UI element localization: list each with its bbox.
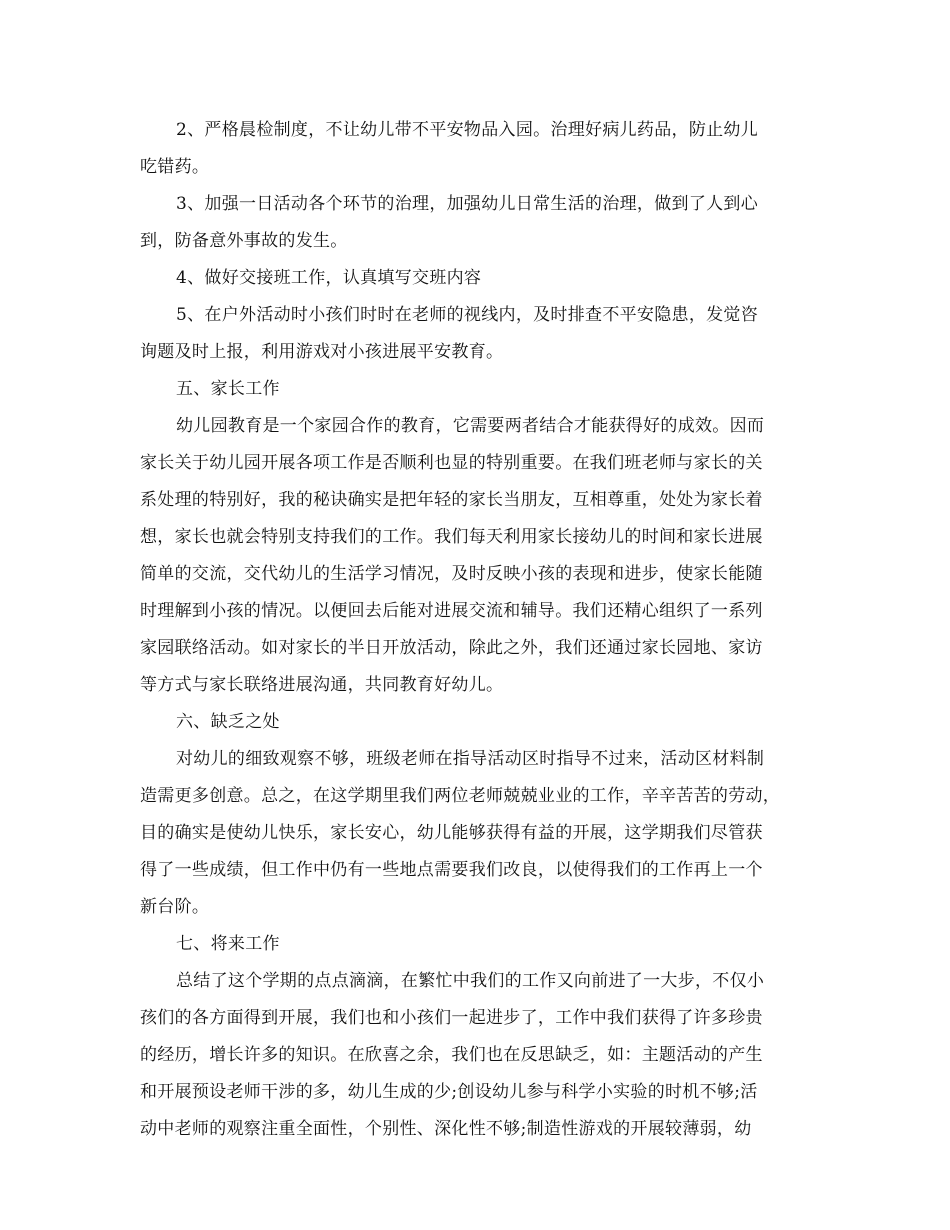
text-line: 孩们的各方面得到开展，我们也和小孩们一起进步了，工作中我们获得了许多珍贵 bbox=[140, 1008, 763, 1028]
text-line: 3、加强一日活动各个环节的治理，加强幼儿日常生活的治理，做到了人到心 bbox=[176, 194, 759, 214]
text-line: 想，家长也就会特别支持我们的工作。我们每天利用家长接幼儿的时间和家长进展 bbox=[140, 527, 763, 547]
text-line: 询题及时上报，利用游戏对小孩进展平安教育。 bbox=[140, 342, 504, 362]
text-line: 4、做好交接班工作，认真填写交班内容 bbox=[176, 268, 482, 288]
text-line: 等方式与家长联络进展沟通，共同教育好幼儿。 bbox=[140, 675, 504, 695]
text-line: 到，防备意外事故的发生。 bbox=[140, 231, 348, 251]
text-line: 家长关于幼儿园开展各项工作是否顺利也显的特别重要。在我们班老师与家长的关 bbox=[140, 453, 763, 473]
text-line: 造需更多创意。总之，在这学期里我们两位老师兢兢业业的工作，辛辛苦苦的劳动， bbox=[140, 786, 781, 806]
text-line: 新台阶。 bbox=[140, 897, 210, 917]
section-heading: 六、缺乏之处 bbox=[176, 712, 280, 732]
text-line: 时理解到小孩的情况。以便回去后能对进展交流和辅导。我们还精心组织了一系列 bbox=[140, 601, 763, 621]
text-line: 系处理的特别好，我的秘诀确实是把年轻的家长当朋友，互相尊重，处处为家长着 bbox=[140, 490, 763, 510]
text-line: 动中老师的观察注重全面性，个别性、深化性不够;制造性游戏的开展较薄弱，幼 bbox=[140, 1119, 752, 1139]
text-line: 简单的交流，交代幼儿的生活学习情况，及时反映小孩的表现和进步，使家长能随 bbox=[140, 564, 763, 584]
text-line: 5、在户外活动时小孩们时时在老师的视线内，及时排查不平安隐患，发觉咨 bbox=[176, 305, 759, 325]
text-line: 2、严格晨检制度，不让幼儿带不平安物品入园。治理好病儿药品，防止幼儿 bbox=[176, 120, 759, 140]
text-line: 吃错药。 bbox=[140, 157, 210, 177]
text-line: 对幼儿的细致观察不够，班级老师在指导活动区时指导不过来，活动区材料制 bbox=[176, 749, 765, 769]
text-line: 家园联络活动。如对家长的半日开放活动，除此之外，我们还通过家长园地、家访 bbox=[140, 638, 763, 658]
text-line: 得了一些成绩，但工作中仍有一些地点需要我们改良，以使得我们的工作再上一个 bbox=[140, 860, 763, 880]
text-line: 和开展预设老师干涉的多，幼儿生成的少;创设幼儿参与科学小实验的时机不够;活 bbox=[140, 1082, 758, 1102]
text-line: 总结了这个学期的点点滴滴，在繁忙中我们的工作又向前进了一大步，不仅小 bbox=[176, 971, 765, 991]
section-heading: 七、将来工作 bbox=[176, 934, 280, 954]
section-heading: 五、家长工作 bbox=[176, 379, 280, 399]
text-line: 的经历，增长许多的知识。在欣喜之余，我们也在反思缺乏，如：主题活动的产生 bbox=[140, 1045, 763, 1065]
text-line: 目的确实是使幼儿快乐，家长安心，幼儿能够获得有益的开展，这学期我们尽管获 bbox=[140, 823, 763, 843]
text-line: 幼儿园教育是一个家园合作的教育，它需要两者结合才能获得好的成效。因而 bbox=[176, 416, 765, 436]
